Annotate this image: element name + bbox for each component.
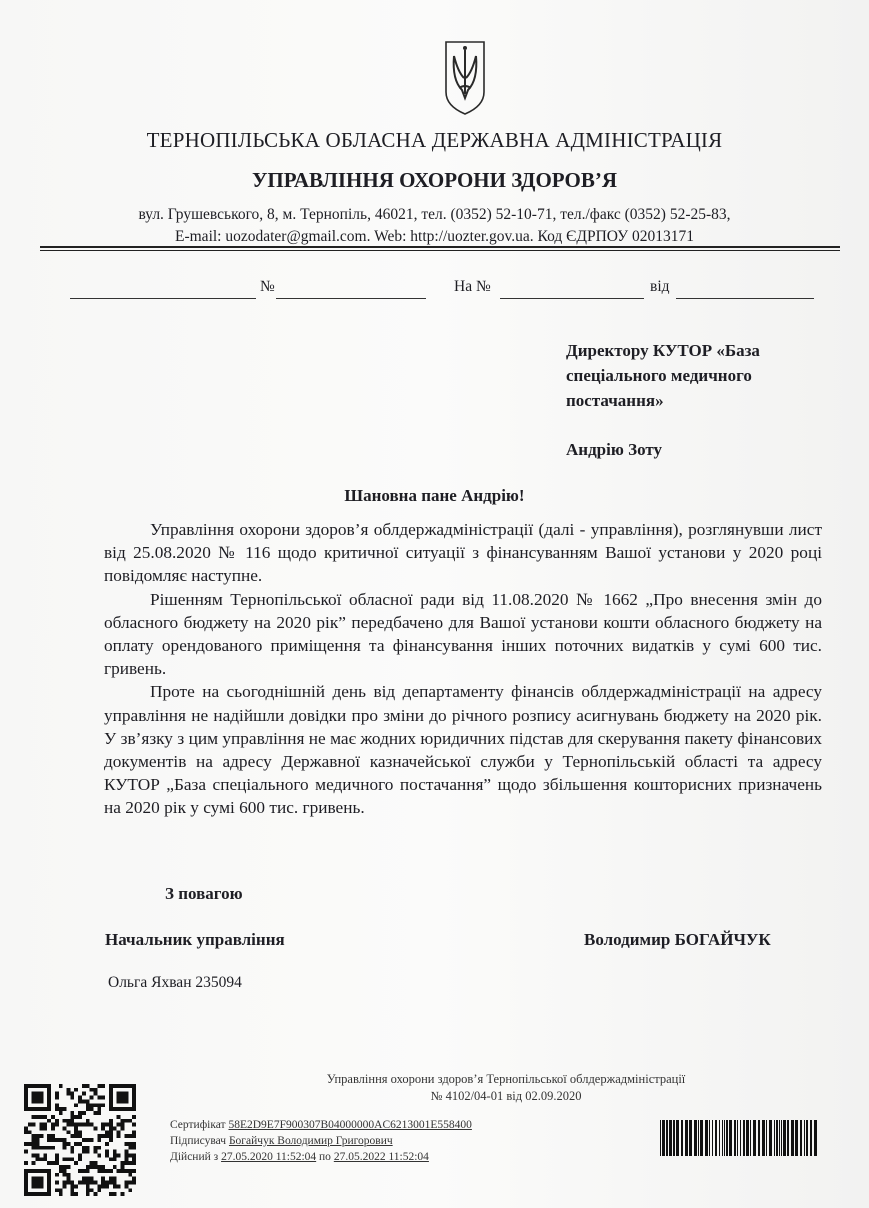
executor: Ольга Яхван 235094 [108, 974, 242, 991]
number-label: № [260, 278, 275, 295]
barcode-icon [660, 1120, 820, 1156]
signer-position: Начальник управління [105, 930, 285, 949]
signer-label: Підписувач [170, 1135, 227, 1147]
recipient-line: постачання» [566, 391, 664, 410]
esign-validity [170, 1151, 429, 1163]
reply-number-blank [500, 280, 644, 299]
valid-to: 27.05.2022 11:52:04 [333, 1151, 429, 1163]
esign-reg-number: № 4102/04-01 від 02.09.2020 [430, 1089, 582, 1103]
closing: З повагою [165, 884, 243, 903]
coat-of-arms-trident-icon [440, 38, 490, 116]
body-paragraph: Проте на сьогоднішній день від департаменту фінансів облдержадміністрації на адресу управління не надійшли довідки про зміни до річного розпису асигнувань бюджету на 2020 рік. У зв’язку з цим управління не має жодних юридичних підстав для скерування пакету фінансових документів на адресу Державної казначейської служби у Тернопільській області та адресу КУТОР „База спеціального медичного постачання” щодо збільшення кошторисних призначень на 2020 рік у сумі 600 тис. гривень. [104, 682, 822, 818]
department-title: УПРАВЛІННЯ ОХОРОНИ ЗДОРОВ’Я [251, 168, 618, 192]
header-rule-thin [40, 250, 840, 251]
header-rule [40, 246, 840, 248]
reply-date-blank [676, 280, 814, 299]
recipient-block [566, 338, 846, 413]
body-paragraph: Рішенням Тернопільської обласної ради від 11.08.2020 № 1662 „Про внесення змін до обласного бюджету на 2020 рік” передбачено для Вашої установи кошти обласного бюджету на оплату орендованого приміщення та фінансування інших поточних видатків у сумі 600 тис. гривень. [104, 589, 822, 679]
recipient-line: спеціального медичного [566, 366, 752, 385]
signer-name: Володимир БОГАЙЧУК [584, 930, 771, 949]
recipient-line: Директору КУТОР «База [566, 341, 760, 360]
signer-value: Богайчук Володимир Григорович [228, 1135, 393, 1147]
valid-from: 27.05.2020 11:52:04 [221, 1151, 317, 1163]
esign-issuer: Управління охорони здоров’я Тернопільської облдержадміністрації [326, 1072, 686, 1086]
esign-signer [170, 1135, 393, 1147]
body-paragraph: Управління охорони здоров’я облдержадміністрації (далі - управління), розглянувши лист від 25.08.2020 № 116 щодо критичної ситуації з фінансуванням Вашої установи у 2020 році повідомляє наступне. [104, 520, 822, 586]
letter-body [104, 518, 822, 820]
contact-line: E-mail: uozodater@gmail.com. Web: http://uozter.gov.ua. Код ЄДРПОУ 02013171 [175, 228, 694, 245]
reply-label: На № [454, 278, 491, 295]
cert-label: Сертифікат [170, 1119, 226, 1131]
date-label: від [650, 278, 670, 295]
valid-label: Дійсний з [170, 1151, 219, 1163]
address-line: вул. Грушевського, 8, м. Тернопіль, 46021, тел. (0352) 52-10-71, тел./факс (0352) 52-25-83, [138, 206, 731, 223]
recipient-name: Андрію Зоту [566, 440, 662, 459]
valid-to-label: по [319, 1151, 331, 1163]
outgoing-number-blank [276, 280, 426, 299]
org-title: ТЕРНОПІЛЬСЬКА ОБЛАСНА ДЕРЖАВНА АДМІНІСТРАЦІЯ [146, 128, 723, 152]
qr-code-icon [24, 1082, 136, 1198]
cert-value: 58E2D9E7F900307B04000000AC6213001E558400 [228, 1119, 472, 1131]
salutation: Шановна пане Андрію! [344, 486, 525, 505]
esign-certificate [170, 1119, 472, 1131]
outgoing-date-blank [70, 280, 256, 299]
